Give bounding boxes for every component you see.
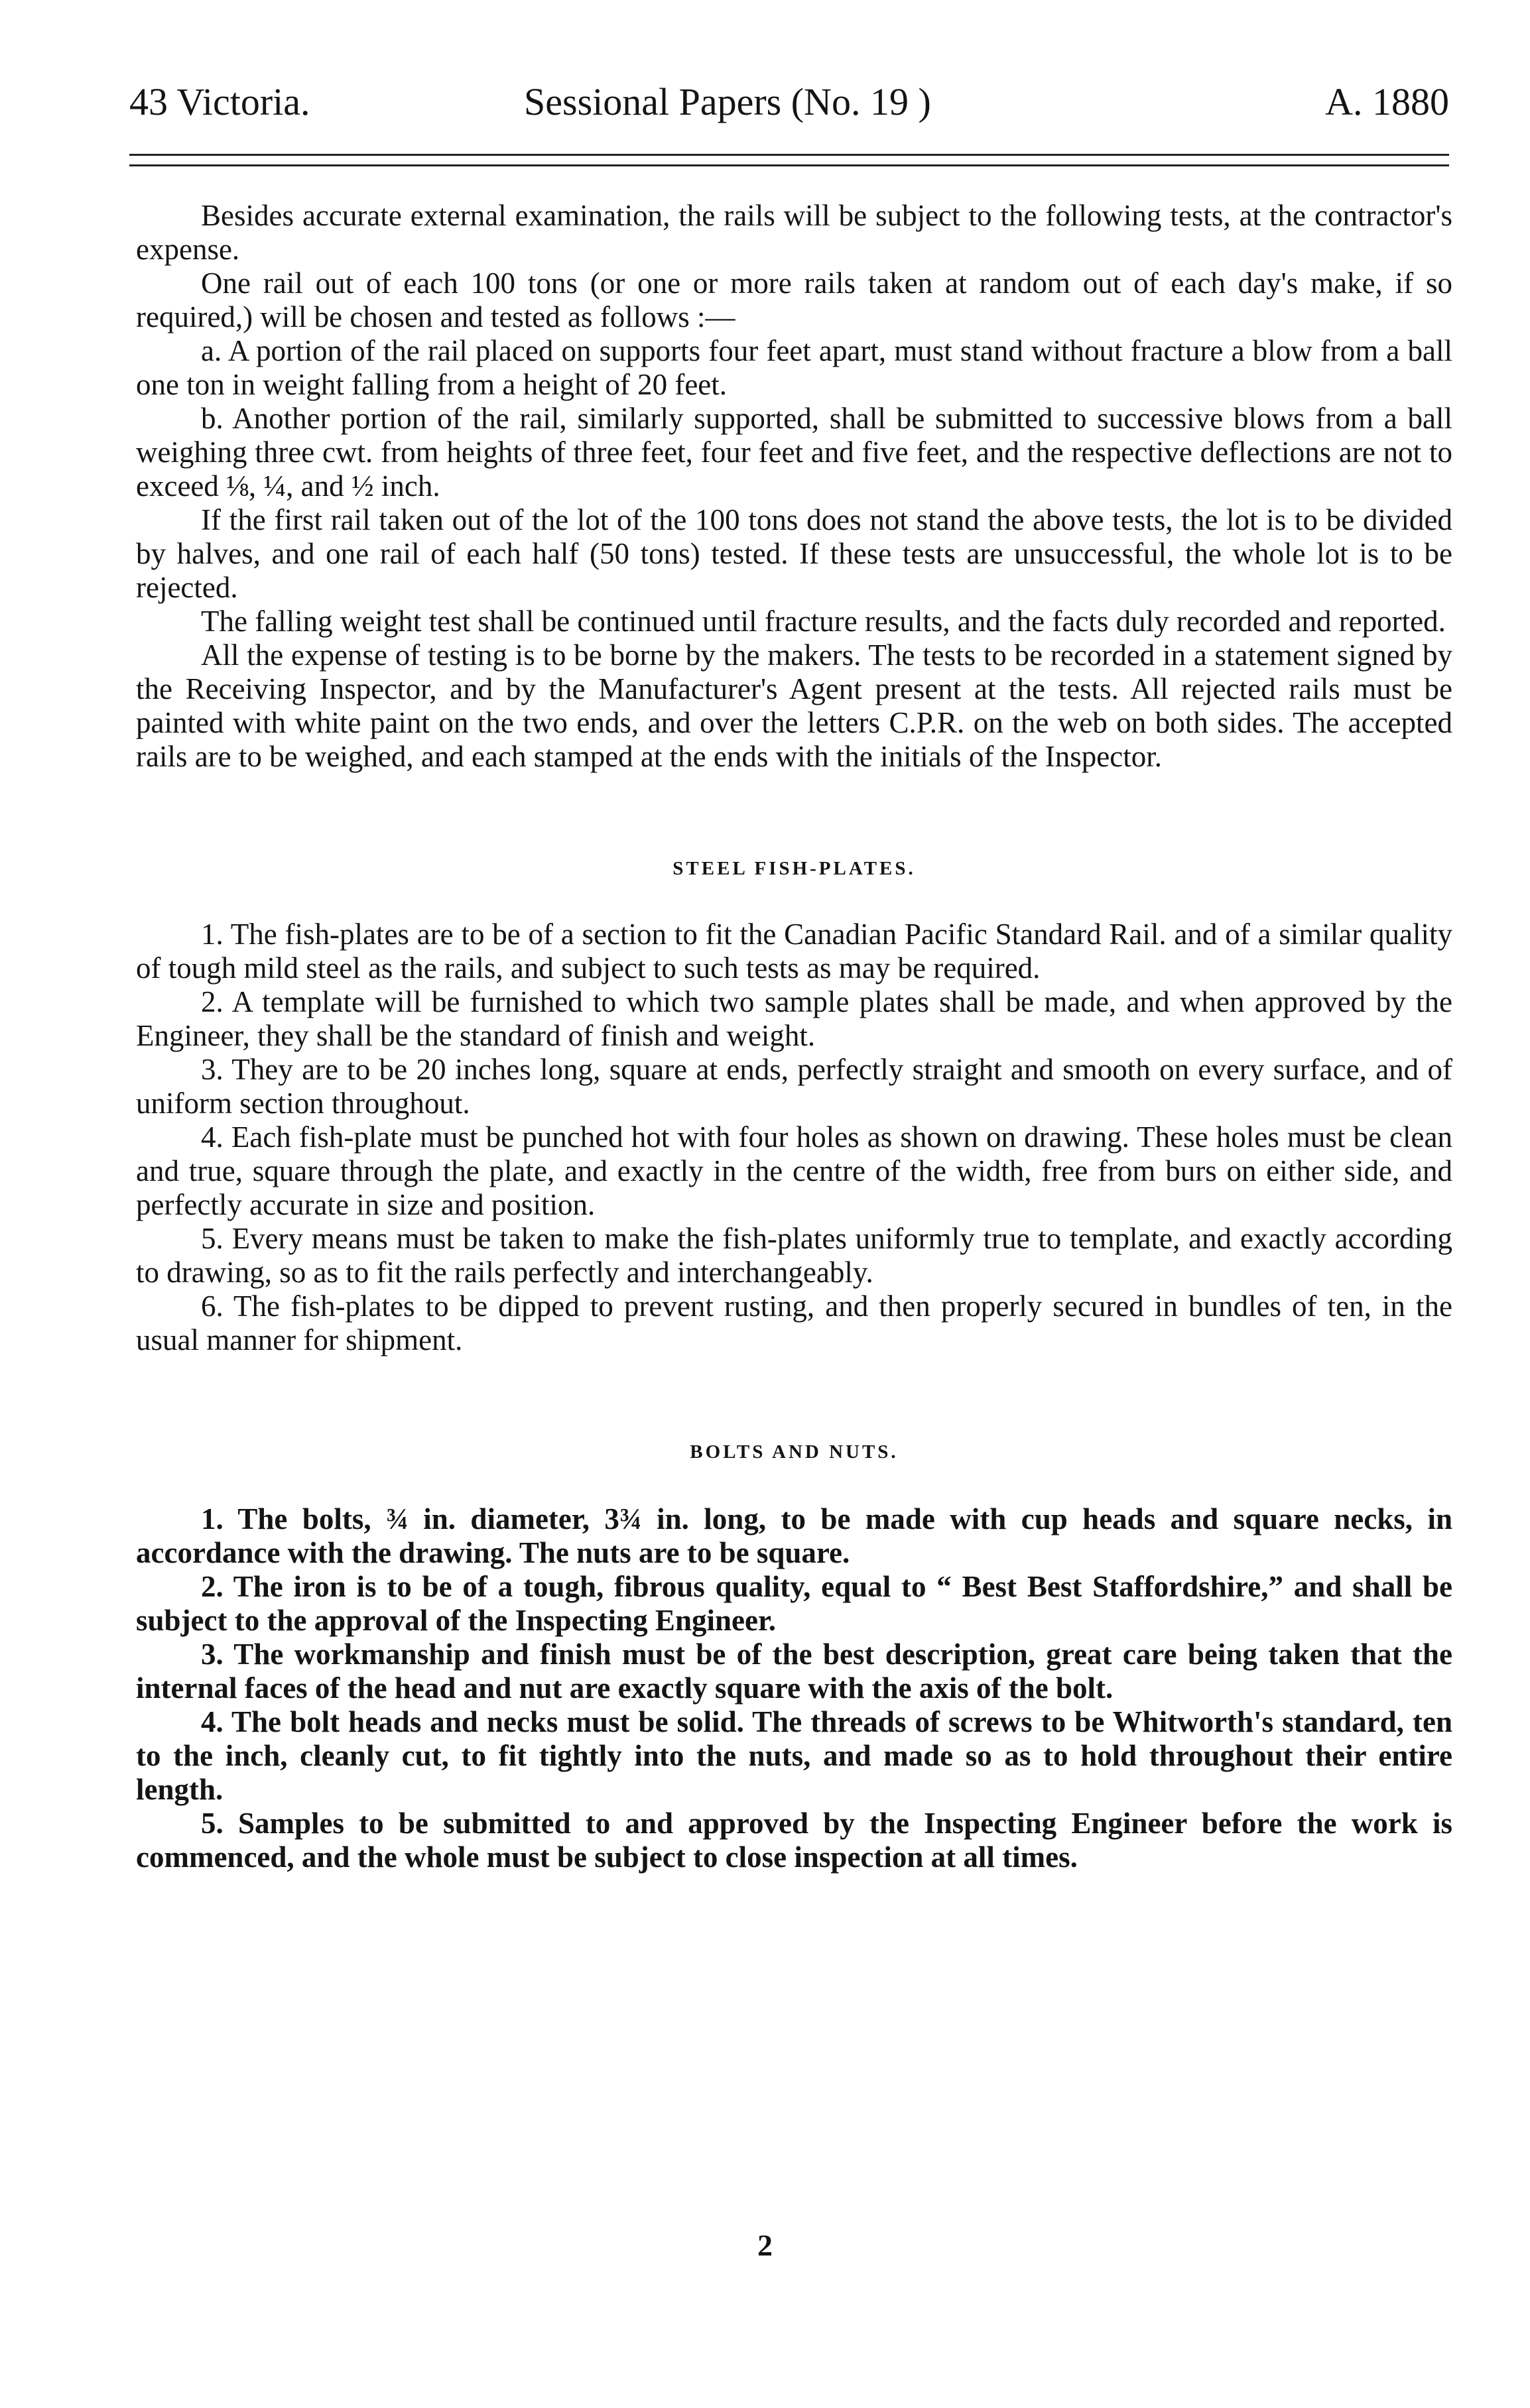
list-item: 6. The fish-plates to be dipped to prevent rusting, and then properly secured in bundles of ten, in the usual manner for shipment. — [136, 1290, 1452, 1356]
header-rule-bottom — [129, 164, 1449, 166]
list-item: 3. They are to be 20 inches long, square at ends, perfectly straight and smooth on every surface, and of uniform section throughout. — [136, 1053, 1452, 1120]
bolts-list — [136, 1502, 1452, 1874]
header-year: A. 1880 — [1325, 80, 1449, 123]
section-title-fish-plates: STEEL FISH-PLATES. — [672, 858, 916, 879]
list-item: 3. The workmanship and finish must be of the best description, great care being taken that the internal faces of the head and nut are exactly square with the axis of the bolt. — [136, 1638, 1452, 1705]
paragraph-test-b: b. Another portion of the rail, similarly supported, shall be submitted to successive blows from a ball weighing three cwt. from heights of three feet, four feet and five feet, and the respective deflections are not to exceed ⅛, ¼, and ½ inch. — [136, 402, 1452, 503]
paragraph-selection: One rail out of each 100 tons (or one or more rails taken at random out of each day's make, if so required,) will be chosen and tested as follows :— — [136, 267, 1452, 333]
list-item: 5. Every means must be taken to make the fish-plates uniformly true to template, and exactly according to drawing, so as to fit the rails perfectly and interchangeably. — [136, 1222, 1452, 1289]
fish-plates-list — [136, 918, 1452, 1357]
page-header — [129, 80, 1449, 133]
list-item: 1. The fish-plates are to be of a section to fit the Canadian Pacific Standard Rail. and of a similar quality of tough mild steel as the rails, and subject to such tests as may be required. — [136, 918, 1452, 985]
list-item: 2. A template will be furnished to which two sample plates shall be made, and when approved by the Engineer, they shall be the standard of finish and weight. — [136, 985, 1452, 1052]
paragraph-expense: All the expense of testing is to be borne by the makers. The tests to be recorded in a statement signed by the Receiving Inspector, and by the Manufacturer's Agent present at the tests. All rejected rails must be painted with white paint on the two ends, and over the letters C.P.R. on the web on both sides. The accepted rails are to be weighed, and each stamped at the ends with the initials of the Inspector. — [136, 638, 1452, 773]
header-session: 43 Victoria. — [129, 80, 310, 123]
list-item: 2. The iron is to be of a tough, fibrous quality, equal to “ Best Best Staffordshire,” and shall be subject to the approval of the Inspecting Engineer. — [136, 1570, 1452, 1637]
paragraph-examination: Besides accurate external examination, the rails will be subject to the following tests, at the contractor's expense. — [136, 199, 1452, 266]
paragraph-test-a: a. A portion of the rail placed on supports four feet apart, must stand without fracture a blow from a ball one ton in weight falling from a height of 20 feet. — [136, 334, 1452, 401]
list-item: 1. The bolts, ¾ in. diameter, 3¾ in. long, to be made with cup heads and square necks, in accordance with the drawing. The nuts are to be square. — [136, 1502, 1452, 1569]
paragraph-failure: If the first rail taken out of the lot of the 100 tons does not stand the above tests, the lot is to be divided by halves, and one rail of each half (50 tons) tested. If these tests are unsuccessful, the whole lot is to be rejected. — [136, 503, 1452, 604]
body-text — [136, 199, 1452, 1874]
page-number: 2 — [757, 2228, 773, 2262]
list-item: 4. Each fish-plate must be punched hot with four holes as shown on drawing. These holes must be clean and true, square through the plate, and exactly in the centre of the width, free from burs on either side, and perfectly accurate in size and position. — [136, 1120, 1452, 1221]
list-item: 4. The bolt heads and necks must be solid. The threads of screws to be Whitworth's standard, ten to the inch, cleanly cut, to fit tightly into the nuts, and made so as to hold throughout their entire length. — [136, 1705, 1452, 1806]
paragraph-falling-weight: The falling weight test shall be continued until fracture results, and the facts duly recorded and reported. — [201, 605, 1446, 638]
header-sessional-papers: Sessional Papers (No. 19 ) — [524, 80, 931, 123]
list-item: 5. Samples to be submitted to and approved by the Inspecting Engineer before the work is commenced, and the whole must be subject to close inspection at all times. — [136, 1807, 1452, 1874]
section-title-bolts: BOLTS AND NUTS. — [690, 1441, 899, 1463]
header-rule-top — [129, 154, 1449, 156]
